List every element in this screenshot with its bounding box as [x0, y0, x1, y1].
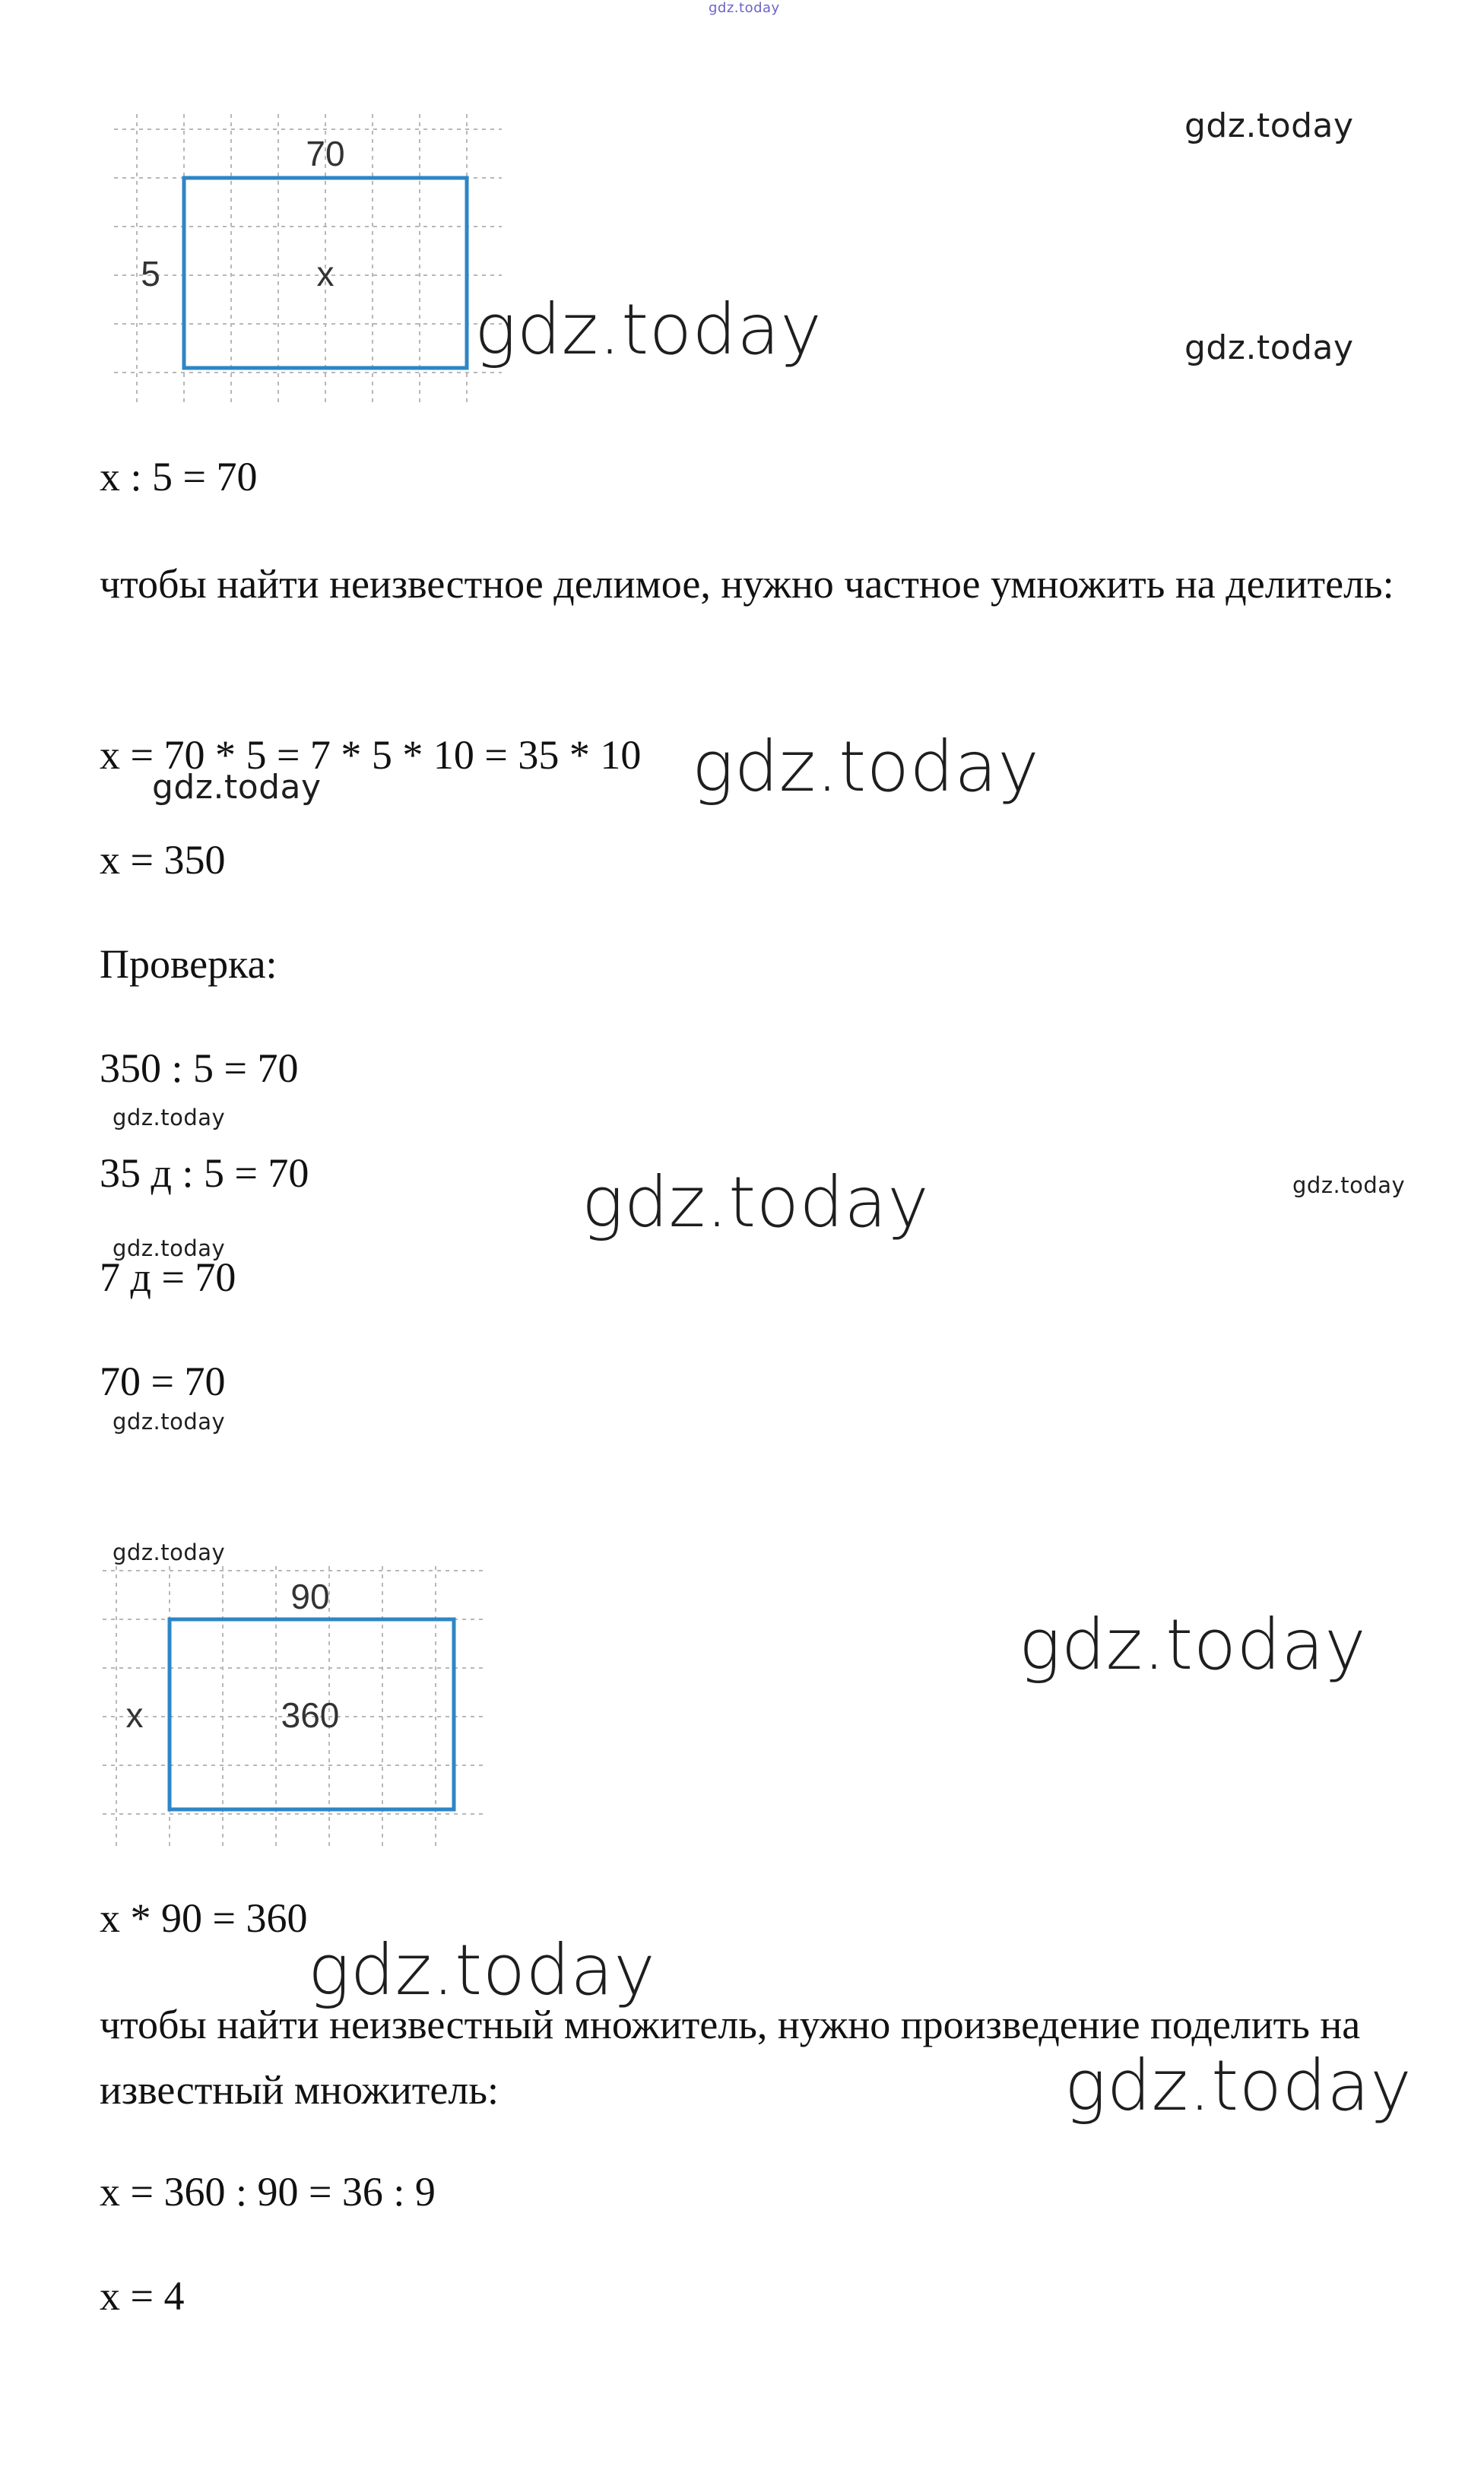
watermark: gdz.today — [113, 1409, 226, 1435]
watermark: gdz.today — [582, 1162, 930, 1243]
watermark: gdz.today — [113, 1235, 226, 1261]
rule-1: чтобы найти неизвестное делимое, нужно частное умножить на делитель: — [100, 561, 1394, 607]
watermark: gdz.today — [152, 768, 322, 807]
rule-2: чтобы найти неизвестный множитель, нужно произведение поделить на известный множитель: — [100, 2002, 1361, 2113]
figure-rectangle-1 — [114, 114, 502, 403]
figure1-left-label: 5 — [141, 254, 160, 293]
figure2-left-label: x — [125, 1695, 144, 1735]
watermark: gdz.today — [308, 1930, 656, 2011]
solution-step-2: x = 360 : 90 = 36 : 9 — [100, 2169, 436, 2215]
watermark-top: gdz.today — [709, 0, 780, 16]
watermark: gdz.today — [692, 726, 1040, 807]
check-line-3: 7 д = 70 — [100, 1254, 236, 1300]
check-line-4: 70 = 70 — [100, 1359, 226, 1404]
answer-2: x = 4 — [100, 2273, 185, 2319]
figure1-top-label: 70 — [306, 134, 345, 173]
figure1-center-label: x — [316, 254, 335, 293]
check-line-1: 350 : 5 = 70 — [100, 1045, 299, 1091]
figure2-top-label: 90 — [290, 1577, 330, 1616]
answer-1: x = 350 — [100, 837, 226, 883]
watermark: gdz.today — [113, 1105, 226, 1130]
equation-2: x * 90 = 360 — [100, 1895, 308, 1941]
equation-1: x : 5 = 70 — [100, 454, 258, 499]
check-title: Проверка: — [100, 941, 277, 987]
figure-rectangle-2 — [103, 1566, 483, 1847]
check-line-2: 35 д : 5 = 70 — [100, 1150, 309, 1196]
watermark: gdz.today — [1064, 2045, 1413, 2126]
watermark: gdz.today — [474, 289, 823, 370]
watermark: gdz.today — [1019, 1604, 1367, 1685]
watermark: gdz.today — [113, 1539, 226, 1565]
watermark: gdz.today — [1292, 1172, 1406, 1198]
watermark: gdz.today — [1184, 106, 1354, 145]
watermark: gdz.today — [1184, 328, 1354, 367]
solution-step-1: x = 70 * 5 = 7 * 5 * 10 = 35 * 10 — [100, 732, 642, 778]
figure2-center-label: 360 — [281, 1695, 340, 1735]
